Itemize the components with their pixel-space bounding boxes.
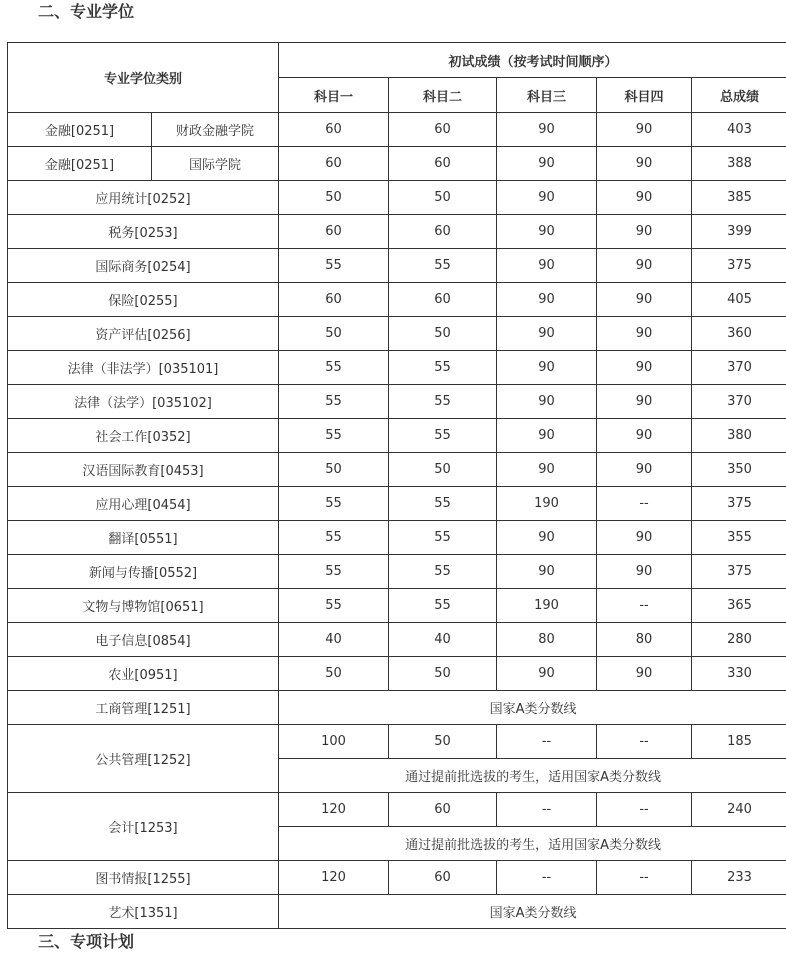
score-subject-4: 90 <box>597 453 692 487</box>
score-subject-4: 90 <box>597 419 692 453</box>
score-subject-2: 60 <box>389 283 497 317</box>
table-row <box>8 453 786 487</box>
score-subject-1: 40 <box>279 623 389 657</box>
score-subject-1: 60 <box>279 283 389 317</box>
score-subject-3: 90 <box>497 521 597 555</box>
header-col-3: 科目三 <box>497 78 597 113</box>
score-subject-4: 90 <box>597 555 692 589</box>
score-total: 375 <box>692 249 786 283</box>
score-subject-1: 120 <box>279 793 389 827</box>
score-subject-1: 55 <box>279 555 389 589</box>
score-subject-1: 60 <box>279 113 389 147</box>
score-subject-1: 60 <box>279 147 389 181</box>
score-subject-3: 190 <box>497 487 597 521</box>
score-total: 365 <box>692 589 786 623</box>
score-subject-2: 60 <box>389 147 497 181</box>
score-subject-2: 55 <box>389 589 497 623</box>
header-col-2: 科目二 <box>389 78 497 113</box>
score-subject-2: 50 <box>389 181 497 215</box>
score-total: 233 <box>692 861 786 895</box>
score-subject-3: 90 <box>497 453 597 487</box>
header-col-total: 总成绩 <box>692 78 786 113</box>
table-row <box>8 317 786 351</box>
row-category: 电子信息[0854] <box>8 623 279 657</box>
score-total: 380 <box>692 419 786 453</box>
table-row <box>8 351 786 385</box>
row-category: 图书情报[1255] <box>8 861 279 895</box>
score-subject-1: 55 <box>279 385 389 419</box>
score-subject-4: 90 <box>597 283 692 317</box>
score-total: 375 <box>692 555 786 589</box>
row-category: 法律（法学）[035102] <box>8 385 279 419</box>
table-row <box>8 147 786 181</box>
row-category: 应用心理[0454] <box>8 487 279 521</box>
score-subject-1: 55 <box>279 521 389 555</box>
row-subcategory: 财政金融学院 <box>152 113 279 147</box>
table-row <box>8 215 786 249</box>
score-subject-3: 90 <box>497 351 597 385</box>
score-subject-3: 80 <box>497 623 597 657</box>
table-row <box>8 623 786 657</box>
score-subject-2: 60 <box>389 861 497 895</box>
table-row <box>8 555 786 589</box>
score-subject-2: 55 <box>389 555 497 589</box>
row-note: 国家A类分数线 <box>279 691 786 725</box>
score-subject-1: 50 <box>279 453 389 487</box>
score-total: 370 <box>692 385 786 419</box>
score-total: 370 <box>692 351 786 385</box>
score-subject-2: 55 <box>389 351 497 385</box>
score-subject-3: 90 <box>497 215 597 249</box>
score-subject-3: -- <box>497 725 597 759</box>
score-subject-4: -- <box>597 487 692 521</box>
score-subject-4: 90 <box>597 249 692 283</box>
score-subject-4: 90 <box>597 215 692 249</box>
score-subject-1: 55 <box>279 249 389 283</box>
score-subject-3: 90 <box>497 555 597 589</box>
score-subject-4: 90 <box>597 385 692 419</box>
score-subject-2: 50 <box>389 453 497 487</box>
score-total: 405 <box>692 283 786 317</box>
score-subject-2: 40 <box>389 623 497 657</box>
row-category: 汉语国际教育[0453] <box>8 453 279 487</box>
score-total: 388 <box>692 147 786 181</box>
score-total: 385 <box>692 181 786 215</box>
row-category: 翻译[0551] <box>8 521 279 555</box>
score-subject-3: 90 <box>497 419 597 453</box>
score-subject-4: 80 <box>597 623 692 657</box>
score-subject-3: 90 <box>497 385 597 419</box>
score-subject-4: 90 <box>597 113 692 147</box>
score-subject-3: 90 <box>497 317 597 351</box>
header-group: 初试成绩（按考试时间顺序） <box>279 43 786 78</box>
row-category: 会计[1253] <box>8 793 279 861</box>
row-category: 农业[0951] <box>8 657 279 691</box>
row-note: 通过提前批选拔的考生，适用国家A类分数线 <box>279 827 786 861</box>
score-subject-3: -- <box>497 861 597 895</box>
row-category: 税务[0253] <box>8 215 279 249</box>
score-subject-4: 90 <box>597 181 692 215</box>
table-row <box>8 589 786 623</box>
row-subcategory: 国际学院 <box>152 147 279 181</box>
score-subject-3: 90 <box>497 249 597 283</box>
score-total: 355 <box>692 521 786 555</box>
row-category: 国际商务[0254] <box>8 249 279 283</box>
score-subject-1: 100 <box>279 725 389 759</box>
score-subject-1: 60 <box>279 215 389 249</box>
next-section-title: 三、专项计划 <box>38 930 134 954</box>
table-row <box>8 181 786 215</box>
score-subject-4: -- <box>597 589 692 623</box>
score-subject-1: 55 <box>279 351 389 385</box>
score-subject-3: 90 <box>497 147 597 181</box>
score-subject-2: 50 <box>389 657 497 691</box>
table-row <box>8 283 786 317</box>
row-category: 金融[0251] <box>8 113 152 147</box>
score-total: 403 <box>692 113 786 147</box>
row-category: 公共管理[1252] <box>8 725 279 793</box>
score-subject-1: 55 <box>279 589 389 623</box>
table-row <box>8 895 786 929</box>
score-subject-3: -- <box>497 793 597 827</box>
score-subject-2: 60 <box>389 215 497 249</box>
score-subject-4: -- <box>597 861 692 895</box>
score-subject-4: 90 <box>597 657 692 691</box>
score-subject-3: 90 <box>497 657 597 691</box>
table-row <box>8 691 786 725</box>
header-category: 专业学位类别 <box>8 43 279 113</box>
score-subject-4: 90 <box>597 521 692 555</box>
row-note: 国家A类分数线 <box>279 895 786 929</box>
table-row <box>8 521 786 555</box>
row-category: 新闻与传播[0552] <box>8 555 279 589</box>
header-col-1: 科目一 <box>279 78 389 113</box>
score-subject-3: 190 <box>497 589 597 623</box>
score-subject-2: 55 <box>389 385 497 419</box>
header-col-4: 科目四 <box>597 78 692 113</box>
score-subject-1: 50 <box>279 657 389 691</box>
score-subject-2: 60 <box>389 793 497 827</box>
score-total: 330 <box>692 657 786 691</box>
table-row <box>8 793 786 827</box>
score-subject-2: 55 <box>389 249 497 283</box>
score-subject-1: 55 <box>279 419 389 453</box>
row-note: 通过提前批选拔的考生，适用国家A类分数线 <box>279 759 786 793</box>
score-total: 360 <box>692 317 786 351</box>
score-subject-1: 50 <box>279 181 389 215</box>
table-row <box>8 657 786 691</box>
table-row <box>8 385 786 419</box>
score-subject-2: 50 <box>389 725 497 759</box>
section-title: 二、专业学位 <box>38 0 134 24</box>
score-total: 280 <box>692 623 786 657</box>
score-subject-3: 90 <box>497 181 597 215</box>
score-total: 350 <box>692 453 786 487</box>
score-subject-2: 55 <box>389 419 497 453</box>
row-category: 法律（非法学）[035101] <box>8 351 279 385</box>
table-row <box>8 249 786 283</box>
table-row <box>8 419 786 453</box>
score-total: 185 <box>692 725 786 759</box>
score-subject-1: 55 <box>279 487 389 521</box>
score-subject-2: 60 <box>389 113 497 147</box>
score-subject-2: 50 <box>389 317 497 351</box>
score-subject-1: 120 <box>279 861 389 895</box>
score-subject-4: -- <box>597 793 692 827</box>
row-category: 艺术[1351] <box>8 895 279 929</box>
row-category: 金融[0251] <box>8 147 152 181</box>
table-row <box>8 113 786 147</box>
row-category: 文物与博物馆[0651] <box>8 589 279 623</box>
row-category: 应用统计[0252] <box>8 181 279 215</box>
score-subject-1: 50 <box>279 317 389 351</box>
score-subject-4: 90 <box>597 317 692 351</box>
score-subject-3: 90 <box>497 113 597 147</box>
table-row <box>8 861 786 895</box>
row-category: 保险[0255] <box>8 283 279 317</box>
row-category: 社会工作[0352] <box>8 419 279 453</box>
score-total: 240 <box>692 793 786 827</box>
score-table <box>7 42 786 929</box>
score-subject-4: -- <box>597 725 692 759</box>
row-category: 资产评估[0256] <box>8 317 279 351</box>
score-total: 375 <box>692 487 786 521</box>
score-total: 399 <box>692 215 786 249</box>
score-subject-3: 90 <box>497 283 597 317</box>
score-subject-4: 90 <box>597 147 692 181</box>
table-row <box>8 725 786 759</box>
score-subject-2: 55 <box>389 487 497 521</box>
row-category: 工商管理[1251] <box>8 691 279 725</box>
score-subject-4: 90 <box>597 351 692 385</box>
score-subject-2: 55 <box>389 521 497 555</box>
table-row <box>8 487 786 521</box>
